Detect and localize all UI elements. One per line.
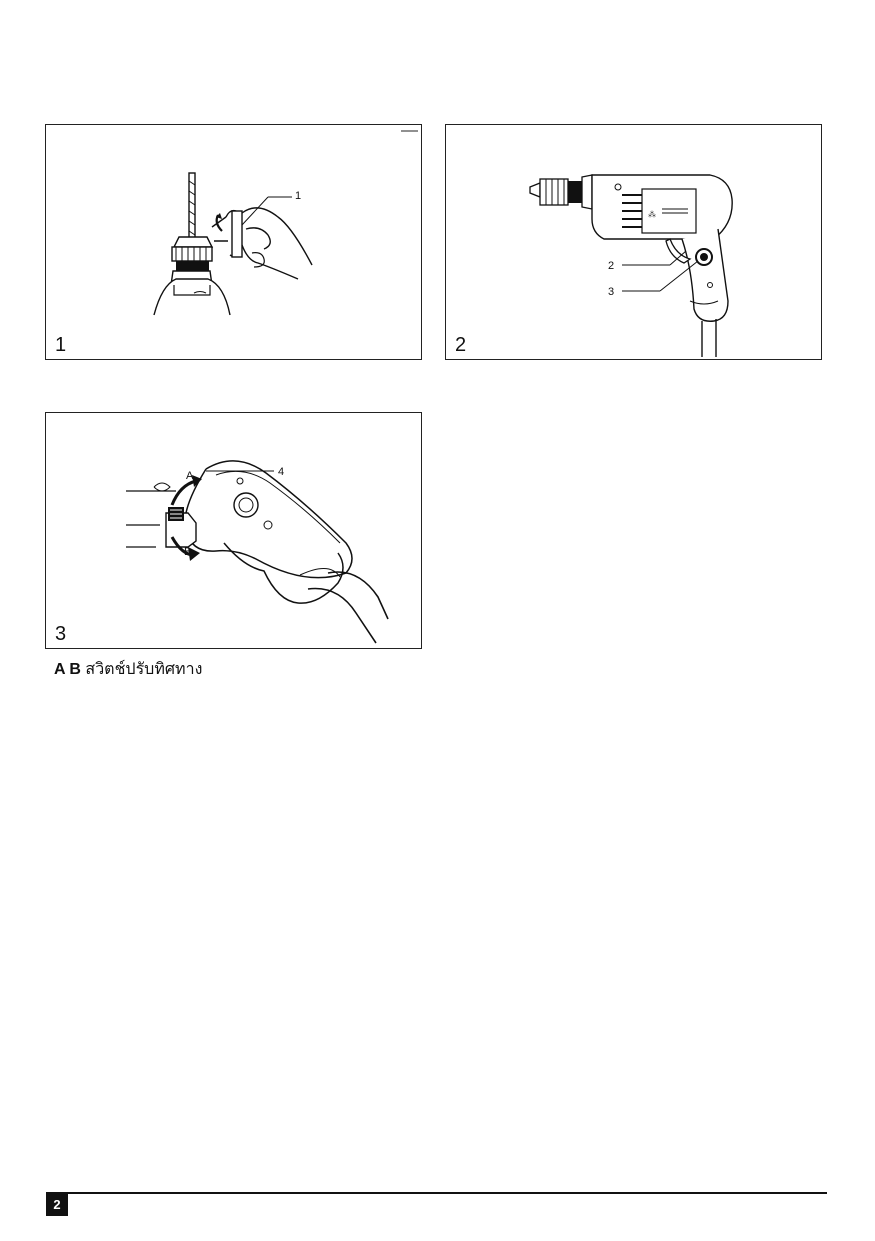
figure-1 [45, 124, 422, 360]
figure-2 [445, 124, 822, 360]
svg-text:⁂: ⁂ [648, 210, 656, 219]
figure-3-number: 3 [55, 623, 67, 645]
callout-3: 3 [608, 286, 615, 298]
drill-illustration [446, 125, 821, 359]
footer-rule [46, 1192, 827, 1194]
callout-2: 2 [608, 260, 615, 272]
callout-1: 1 [295, 190, 302, 202]
figure-1-number: 1 [55, 334, 67, 356]
callout-4: 4 [278, 466, 285, 478]
caption-letters: A B [54, 661, 81, 678]
figure-2-number: 2 [455, 334, 467, 356]
caption-text: สวิตช์ปรับทิศทาง [85, 661, 203, 678]
chuck-key-illustration [46, 125, 421, 359]
figure-3 [45, 412, 422, 649]
reversing-switch-illustration [46, 413, 421, 648]
figure-caption [54, 657, 202, 682]
callout-B: B [184, 546, 192, 558]
callout-A: A [186, 470, 194, 482]
page-number: 2 [46, 1194, 68, 1216]
